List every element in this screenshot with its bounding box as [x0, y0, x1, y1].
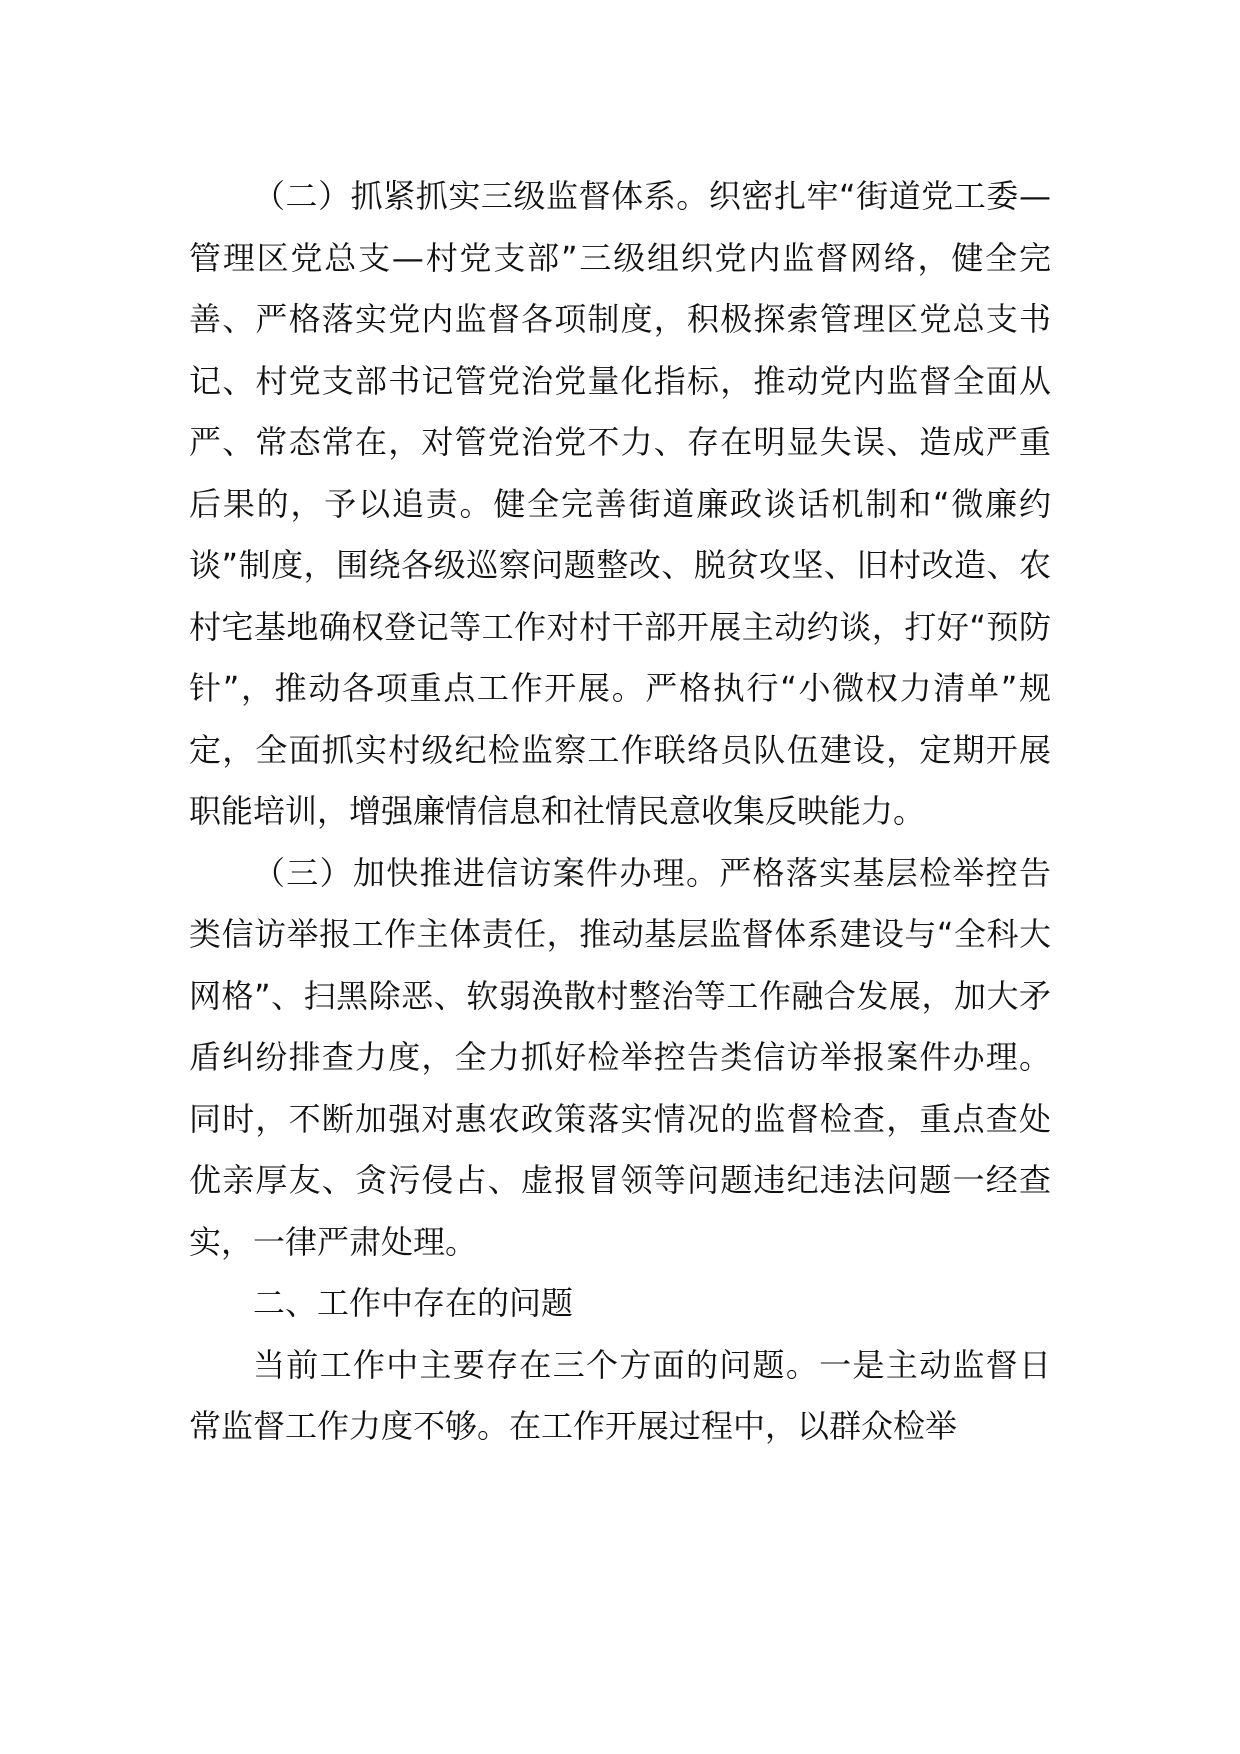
section-heading-problems: 二、工作中存在的问题 [253, 1284, 574, 1322]
document-body [189, 166, 1051, 1458]
paragraph-current-problems: 当前工作中主要存在三个方面的问题。一是主动监督日常监督工作力度不够。在工作开展过程中，以群众检举 [189, 1345, 1051, 1445]
paragraph-petition-cases: （三）加快推进信访案件办理。严格落实基层检举控告类信访举报工作主体责任，推动基层监督体系建设与“全科大网格”、扫黑除恶、软弱涣散村整治等工作融合发展，加大矛盾纠纷排查力度，全力抓好检举控告类信访举报案件办理。同时，不断加强对惠农政策落实情况的监督检查，重点查处优亲厚友、贪污侵占、虚报冒领等问题违纪违法问题一经查实，一律严肃处理。 [189, 853, 1051, 1261]
paragraph-supervision-system: （二）抓紧抓实三级监督体系。织密扎牢“街道党工委—管理区党总支—村党支部”三级组织党内监督网络，健全完善、严格落实党内监督各项制度，积极探索管理区党总支书记、村党支部书记管党治党量化指标，推动党内监督全面从严、常态常在，对管党治党不力、存在明显失误、造成严重后果的，予以追责。健全完善街道廉政谈话机制和“微廉约谈”制度，围绕各级巡察问题整改、脱贫攻坚、旧村改造、农村宅基地确权登记等工作对村干部开展主动约谈，打好“预防针”，推动各项重点工作开展。严格执行“小微权力清单”规定，全面抓实村级纪检监察工作联络员队伍建设，定期开展职能培训，增强廉情信息和社情民意收集反映能力。 [189, 177, 1051, 830]
